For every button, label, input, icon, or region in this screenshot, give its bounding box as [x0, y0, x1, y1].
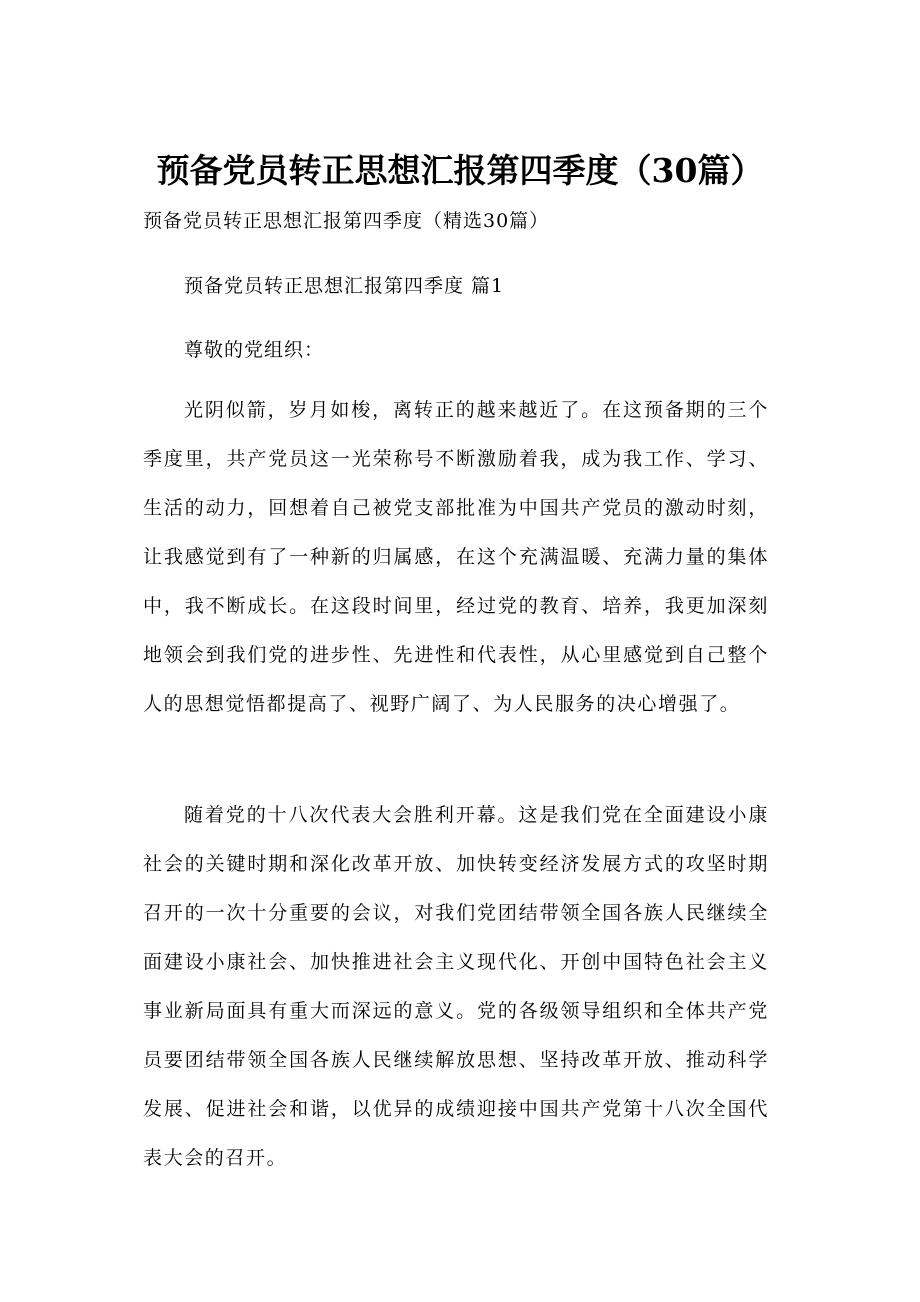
body-paragraph-1: 光阴似箭，岁月如梭，离转正的越来越近了。在这预备期的三个季度里，共产党员这一光荣称号不断激励着我，成为我工作、学习、生活的动力，回想着自己被党支部批准为中国共产党员的激动时刻，让我感觉到有了一种新的归属感，在这个充满温暖、充满力量的集体中，我不断成长。在这段时间里，经过党的教育、培养，我更加深刻地领会到我们党的进步性、先进性和代表性，从心里感觉到自己整个人的思想觉悟都提高了、视野广阔了、为人民服务的决心增强了。 — [143, 399, 769, 715]
body-paragraph-2: 随着党的十八次代表大会胜利开幕。这是我们党在全面建设小康社会的关键时期和深化改革开放、加快转变经济发展方式的攻坚时期召开的一次十分重要的会议，对我们党团结带领全国各族人民继续全面建设小康社会、加快推进社会主义现代化、开创中国特色社会主义事业新局面具有重大而深远的意义。党的各级领导组织和全体共产党员要团结带领全国各族人民继续解放思想、坚持改革开放、推动科学发展、促进社会和谐，以优异的成绩迎接中国共产党第十八次全国代表大会的召开。 — [143, 804, 769, 1169]
document-subtitle: 预备党员转正思想汇报第四季度（精选30篇） — [143, 210, 550, 232]
section-heading: 预备党员转正思想汇报第四季度 篇1 — [184, 275, 505, 297]
document-title: 预备党员转正思想汇报第四季度（30篇） — [156, 151, 764, 190]
salutation: 尊敬的党组织： — [184, 339, 325, 361]
